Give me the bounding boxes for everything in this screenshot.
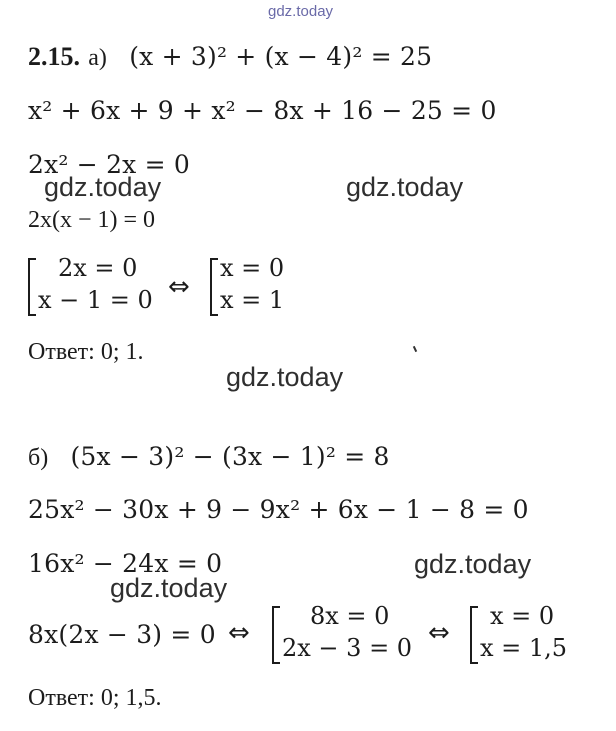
watermark-3: gdz.today — [226, 362, 344, 392]
watermark-4: gdz.today — [414, 549, 532, 579]
watermark-top: gdz.today — [268, 3, 334, 20]
bracket-icon — [470, 606, 478, 664]
part-a-step2: 2x² − 2x = 0 — [28, 150, 191, 179]
system-row: 2x − 3 = 0 — [282, 634, 413, 662]
part-b-step1: 25x² − 30x + 9 − 9x² + 6x − 1 − 8 = 0 — [28, 495, 529, 524]
system-row: x − 1 = 0 — [38, 286, 153, 314]
system-row: 2x = 0 — [58, 254, 138, 282]
part-a-system-left — [28, 254, 188, 316]
iff-icon: ⇔ — [168, 272, 190, 302]
problem-number: 2.15. — [28, 42, 80, 71]
system-row: x = 0 — [220, 254, 285, 282]
watermark-2: gdz.today — [346, 172, 464, 202]
system-row: x = 1,5 — [480, 634, 568, 662]
system-row: 8x = 0 — [310, 602, 390, 630]
part-b-equation: (5x − 3)² − (3x − 1)² = 8 — [70, 442, 390, 471]
watermark-5: gdz.today — [110, 573, 228, 603]
part-b-system-mid — [272, 602, 422, 664]
bracket-icon — [272, 606, 280, 664]
bracket-icon — [210, 258, 218, 316]
watermark-1: gdz.today — [44, 172, 162, 202]
part-b-label: б) — [28, 445, 49, 471]
part-a-step1: x² + 6x + 9 + x² − 8x + 16 − 25 = 0 — [28, 96, 497, 125]
stray-mark — [413, 346, 417, 352]
part-a-step3: 2x(x − 1) = 0 — [28, 207, 156, 233]
problem-b-header — [28, 442, 390, 473]
iff-icon: ⇔ — [228, 618, 250, 648]
iff-icon: ⇔ — [428, 618, 450, 648]
part-a-system-right — [210, 254, 310, 316]
part-b-system-right — [470, 602, 590, 664]
system-row: x = 1 — [220, 286, 285, 314]
bracket-icon — [28, 258, 36, 316]
part-a-answer: Ответ: 0; 1. — [28, 339, 144, 365]
part-b-step2: 16x² − 24x = 0 — [28, 549, 223, 578]
system-row: x = 0 — [490, 602, 555, 630]
part-b-step3: 8x(2x − 3) = 0 — [28, 620, 216, 649]
part-a-equation: (x + 3)² + (x − 4)² = 25 — [129, 42, 433, 71]
part-a-label: а) — [88, 45, 107, 71]
problem-a-header — [28, 42, 432, 73]
part-b-answer: Ответ: 0; 1,5. — [28, 685, 162, 711]
